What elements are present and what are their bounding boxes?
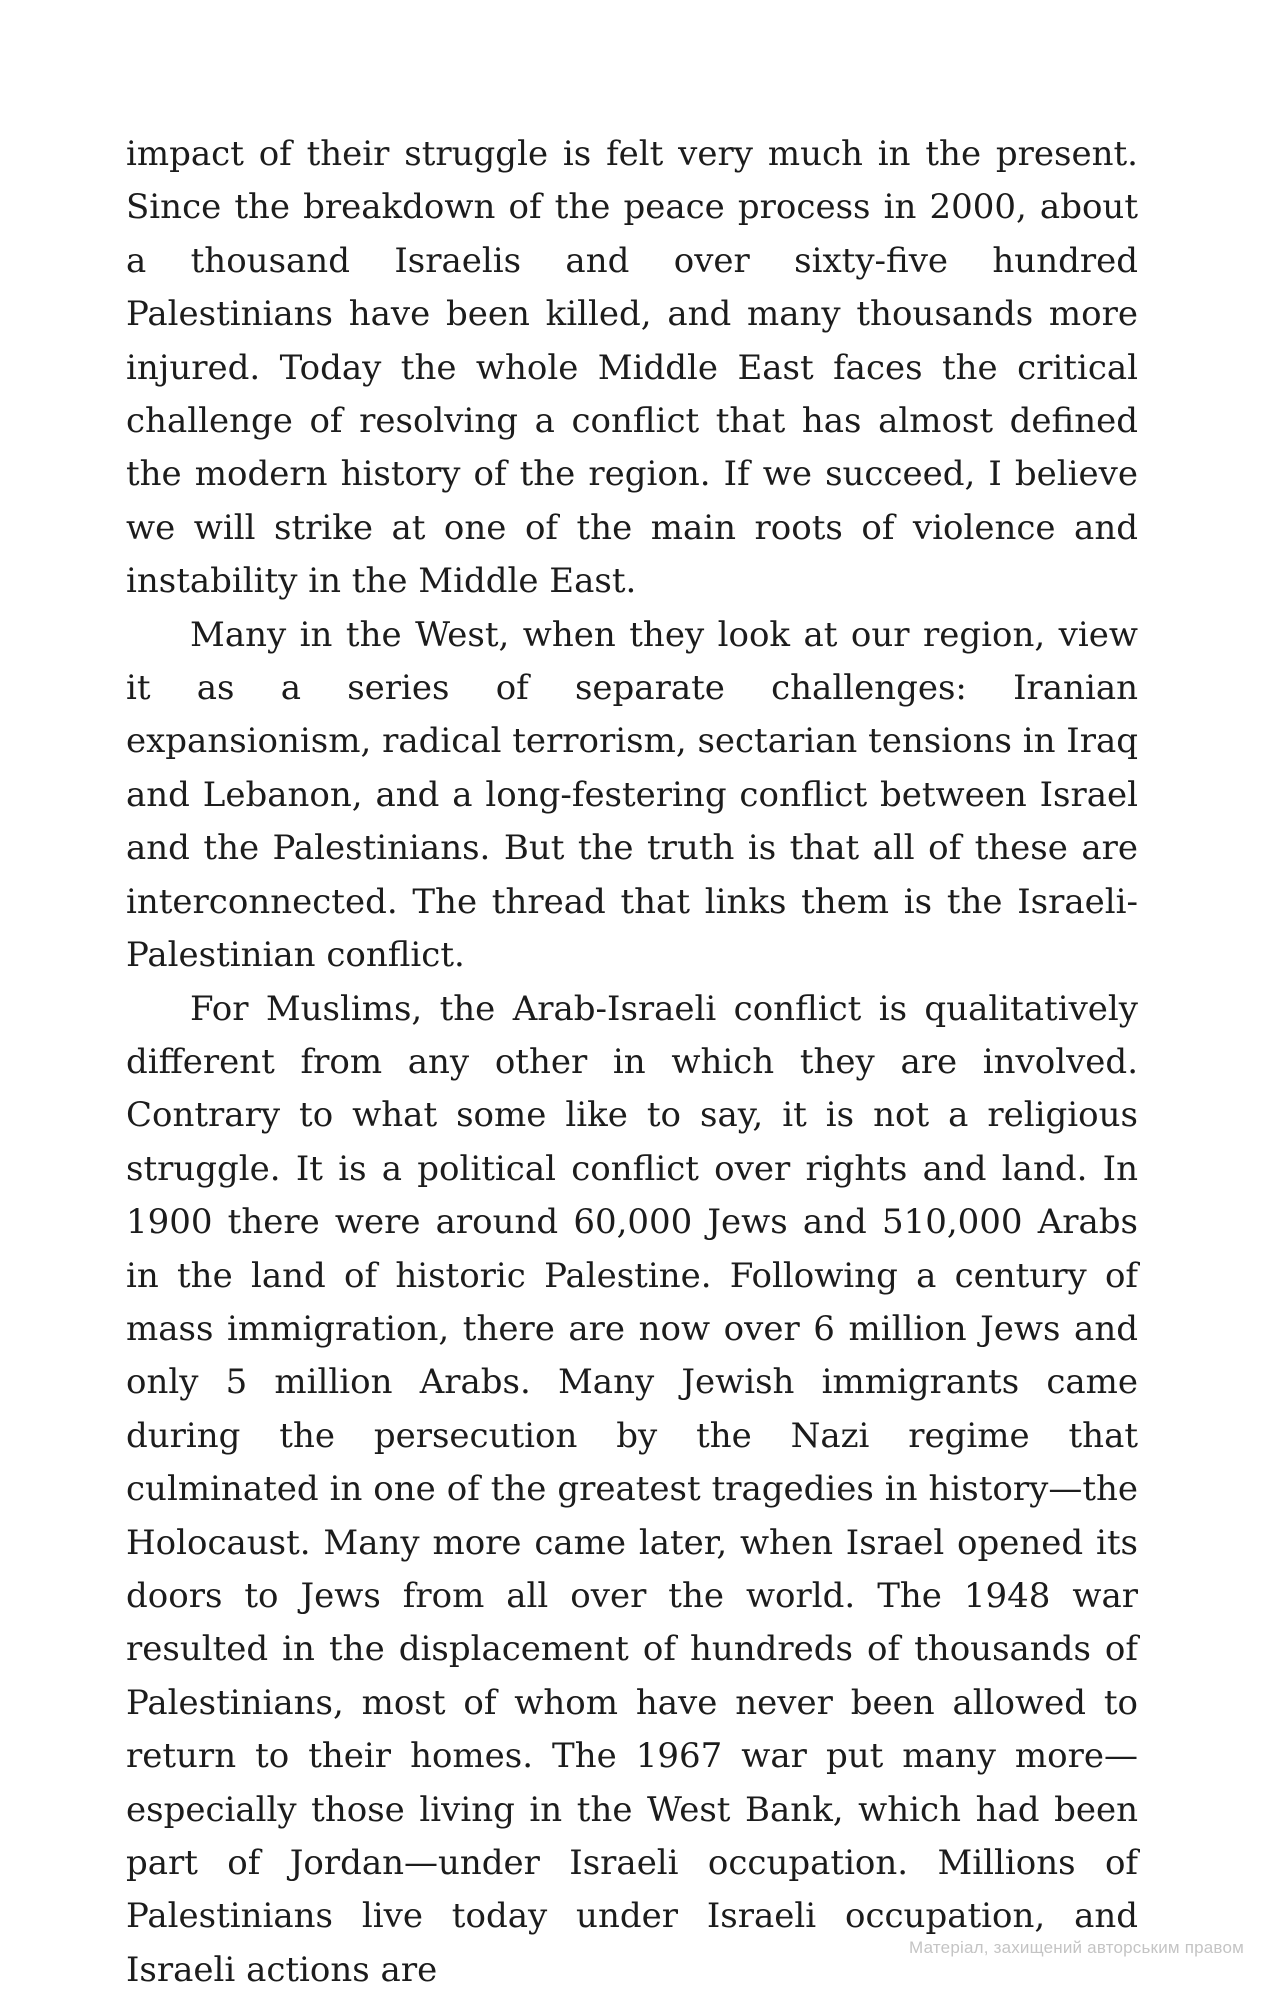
paragraph-2: Many in the West, when they look at our region, view it as a series of separate challenges: Iranian expansionism, radical terrorism, sectarian tensions in Iraq and Lebanon, and a long-festering conflict between Israel and the Palestinians. But the truth is that all of these are interconnected. The thread that links them is the Israeli-Palestinian conflict. bbox=[126, 609, 1138, 983]
body-text bbox=[126, 128, 1138, 1997]
paragraph-3: For Muslims, the Arab-Israeli conflict is qualitatively different from any other in which they are involved. Contrary to what some like to say, it is not a religious struggle. It is a political conflict over rights and land. In 1900 there were around 60,000 Jews and 510,000 Arabs in the land of historic Palestine. Following a century of mass immigration, there are now over 6 million Jews and only 5 million Arabs. Many Jewish immigrants came during the persecution by the Nazi regime that culminated in one of the greatest tragedies in history—the Holocaust. Many more came later, when Israel opened its doors to Jews from all over the world. The 1948 war resulted in the displacement of hundreds of thousands of Palestinians, most of whom have never been allowed to return to their homes. The 1967 war put many more—especially those living in the West Bank, which had been part of Jordan—under Israeli occupation. Millions of Palestinians live today under Israeli occupation, and Israeli actions are bbox=[126, 983, 1138, 1997]
paragraph-1: impact of their struggle is felt very much in the present. Since the breakdown of the peace process in 2000, about a thousand Israelis and over sixty-five hundred Palestinians have been killed, and many thousands more injured. Today the whole Middle East faces the critical challenge of resolving a conflict that has almost defined the modern history of the region. If we succeed, I believe we will strike at one of the main roots of violence and instability in the Middle East. bbox=[126, 128, 1138, 609]
copyright-watermark: Матеріал, захищений авторським правом bbox=[909, 1938, 1244, 1958]
